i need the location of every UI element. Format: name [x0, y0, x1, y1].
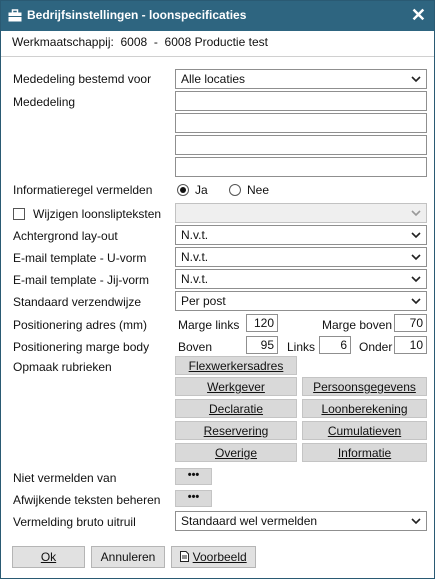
company-name: 6008 Productie test: [164, 35, 268, 49]
info-ja-label[interactable]: Ja: [195, 183, 208, 197]
flexwerkersadres-label: Flexwerkersadres: [188, 359, 284, 373]
wijzigen-select: [175, 203, 427, 223]
voorbeeld-label: Voorbeeld: [192, 550, 247, 564]
marge-links-input[interactable]: 120: [246, 314, 278, 332]
overige-button[interactable]: [175, 443, 297, 462]
reservering-button[interactable]: [175, 421, 297, 440]
email-u-value: N.v.t.: [181, 250, 209, 264]
document-icon: [180, 551, 189, 562]
achtergrond-label: Achtergrond lay-out: [13, 229, 118, 243]
chevron-down-icon: [411, 296, 421, 306]
info-ja-radio[interactable]: [177, 184, 189, 196]
niet-vermelden-label: Niet vermelden van: [13, 471, 117, 485]
achtergrond-select[interactable]: [175, 225, 427, 245]
pos-adres-label: Positionering adres (mm): [13, 318, 148, 332]
informatie-button[interactable]: [302, 443, 427, 462]
werkgever-label: Werkgever: [207, 380, 265, 394]
achtergrond-value: N.v.t.: [181, 228, 209, 242]
company-info: [12, 35, 268, 49]
mededeling-line-2[interactable]: [175, 113, 427, 133]
info-label: Informatieregel vermelden: [13, 183, 153, 197]
loonberekening-label: Loonberekening: [321, 402, 408, 416]
window-title: Bedrijfsinstellingen - loonspecificaties: [27, 8, 247, 22]
informatie-label: Informatie: [337, 446, 392, 460]
header-divider: [1, 56, 434, 57]
flexwerkersadres-button[interactable]: [175, 356, 297, 375]
overige-label: Overige: [214, 446, 258, 460]
verzend-label: Standaard verzendwijze: [13, 295, 142, 309]
chevron-down-icon: [411, 74, 421, 84]
radio-selected-dot: [180, 187, 186, 193]
bestemd-value: Alle locaties: [181, 72, 246, 86]
bestemd-select[interactable]: [175, 69, 427, 89]
boven-label: Boven: [178, 340, 213, 354]
email-u-select[interactable]: [175, 247, 427, 267]
ok-button[interactable]: [12, 546, 85, 568]
marge-links-label: Marge links: [178, 318, 240, 332]
company-label: Werkmaatschappij:: [12, 35, 114, 49]
persoonsgegevens-button[interactable]: [302, 377, 427, 396]
chevron-down-icon: [411, 252, 421, 262]
marge-boven-label: Marge boven: [322, 318, 393, 332]
chevron-down-icon: [411, 516, 421, 526]
company-separator: -: [153, 35, 158, 49]
boven-input[interactable]: 95: [246, 336, 278, 354]
onder-label: Onder: [359, 340, 393, 354]
verzend-select[interactable]: [175, 291, 427, 311]
bruto-select[interactable]: [175, 511, 427, 531]
info-nee-label[interactable]: Nee: [247, 183, 270, 197]
opmaak-label: Opmaak rubrieken: [13, 360, 112, 374]
email-jij-label: E-mail template - Jij-vorm: [13, 273, 150, 287]
mededeling-line-3[interactable]: [175, 135, 427, 155]
loonberekening-button[interactable]: [302, 399, 427, 418]
declaratie-button[interactable]: [175, 399, 297, 418]
chevron-down-icon: [411, 274, 421, 284]
bestemd-label: Mededeling bestemd voor: [13, 72, 152, 86]
marge-boven-input[interactable]: 70: [394, 314, 427, 332]
links-label: Links: [287, 340, 316, 354]
voorbeeld-button[interactable]: [171, 546, 256, 568]
email-jij-select[interactable]: [175, 269, 427, 289]
briefcase-icon: [8, 9, 22, 22]
pos-body-label: Positionering marge body: [13, 340, 150, 354]
mededeling-line-1[interactable]: [175, 91, 427, 111]
links-input[interactable]: 6: [319, 336, 351, 354]
close-icon[interactable]: ✕: [410, 5, 426, 25]
persoonsgegevens-label: Persoonsgegevens: [313, 380, 416, 394]
cumulatieven-label: Cumulatieven: [327, 424, 402, 438]
email-u-label: E-mail template - U-vorm: [13, 251, 147, 265]
wijzigen-checkbox[interactable]: [13, 208, 25, 220]
afwijkende-button[interactable]: •••: [175, 490, 212, 507]
afwijkende-label: Afwijkende teksten beheren: [13, 493, 161, 507]
info-nee-radio[interactable]: [229, 184, 241, 196]
reservering-label: Reservering: [203, 424, 269, 438]
chevron-down-icon: [411, 208, 421, 218]
bruto-label: Vermelding bruto uitruil: [13, 515, 136, 529]
wijzigen-label: Wijzigen loonslipteksten: [33, 207, 162, 221]
email-jij-value: N.v.t.: [181, 272, 209, 286]
niet-vermelden-button[interactable]: •••: [175, 468, 212, 485]
mededeling-line-4[interactable]: [175, 157, 427, 177]
werkgever-button[interactable]: [175, 377, 297, 396]
annuleren-label: Annuleren: [100, 550, 156, 564]
bruto-value: Standaard wel vermelden: [181, 514, 318, 528]
cumulatieven-button[interactable]: [302, 421, 427, 440]
chevron-down-icon: [411, 230, 421, 240]
ok-label: Ok: [40, 550, 57, 564]
verzend-value: Per post: [181, 294, 226, 308]
title-bar[interactable]: [1, 1, 434, 31]
annuleren-button[interactable]: [91, 546, 165, 568]
onder-input[interactable]: 10: [394, 336, 427, 354]
declaratie-label: Declaratie: [208, 402, 264, 416]
company-code: 6008: [120, 35, 148, 49]
mededeling-label: Mededeling: [13, 95, 76, 109]
